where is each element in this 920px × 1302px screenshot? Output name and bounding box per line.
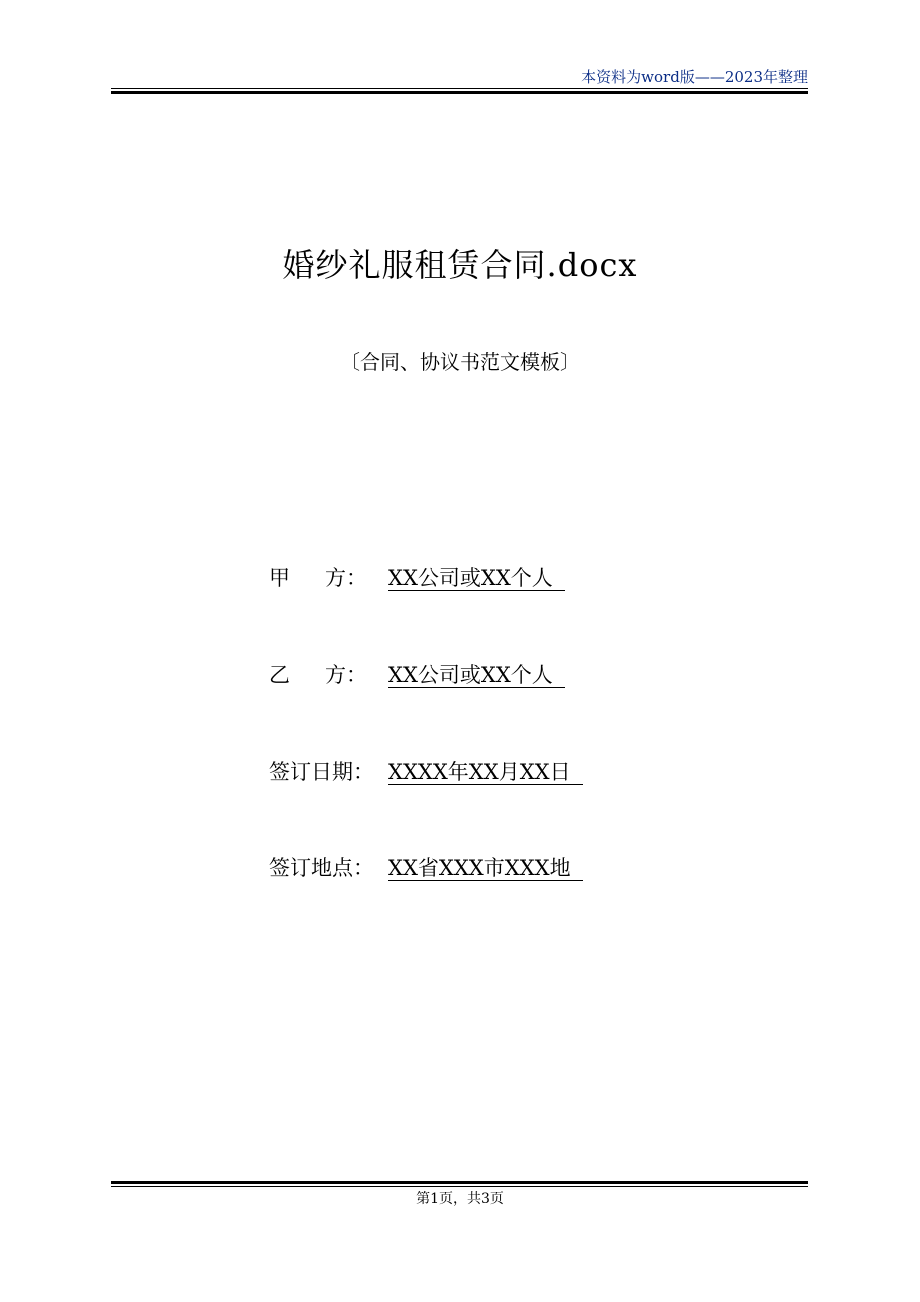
sign-place-label: 签订地点： [269,856,374,880]
party-a-value: XX公司或XX个人 [388,566,565,591]
sign-place-field [269,852,583,882]
footer-page-info: 第1页，共3页 [416,1191,504,1207]
sign-date-label: 签订日期： [269,760,374,784]
footer-rule-thick [111,1181,808,1184]
sign-date-field [269,756,583,786]
party-a-field [269,562,565,592]
footer-rule-thin [111,1186,808,1187]
sign-date-value: XXXX年XX月XX日 [388,760,583,785]
header-rule-thin [111,88,808,89]
party-b-label: 乙 方： [269,663,367,687]
party-a-label: 甲 方： [269,566,367,590]
header-rule-thick [111,91,808,94]
document-subtitle: 〔合同、协议书范文模板〕 [340,350,580,374]
party-b-field [269,659,565,689]
sign-place-value: XX省XXX市XXX地 [388,856,583,881]
header-note: 本资料为word版——2023年整理 [581,68,808,86]
document-title: 婚纱礼服租赁合同.docx [282,246,638,284]
party-b-value: XX公司或XX个人 [388,663,565,688]
